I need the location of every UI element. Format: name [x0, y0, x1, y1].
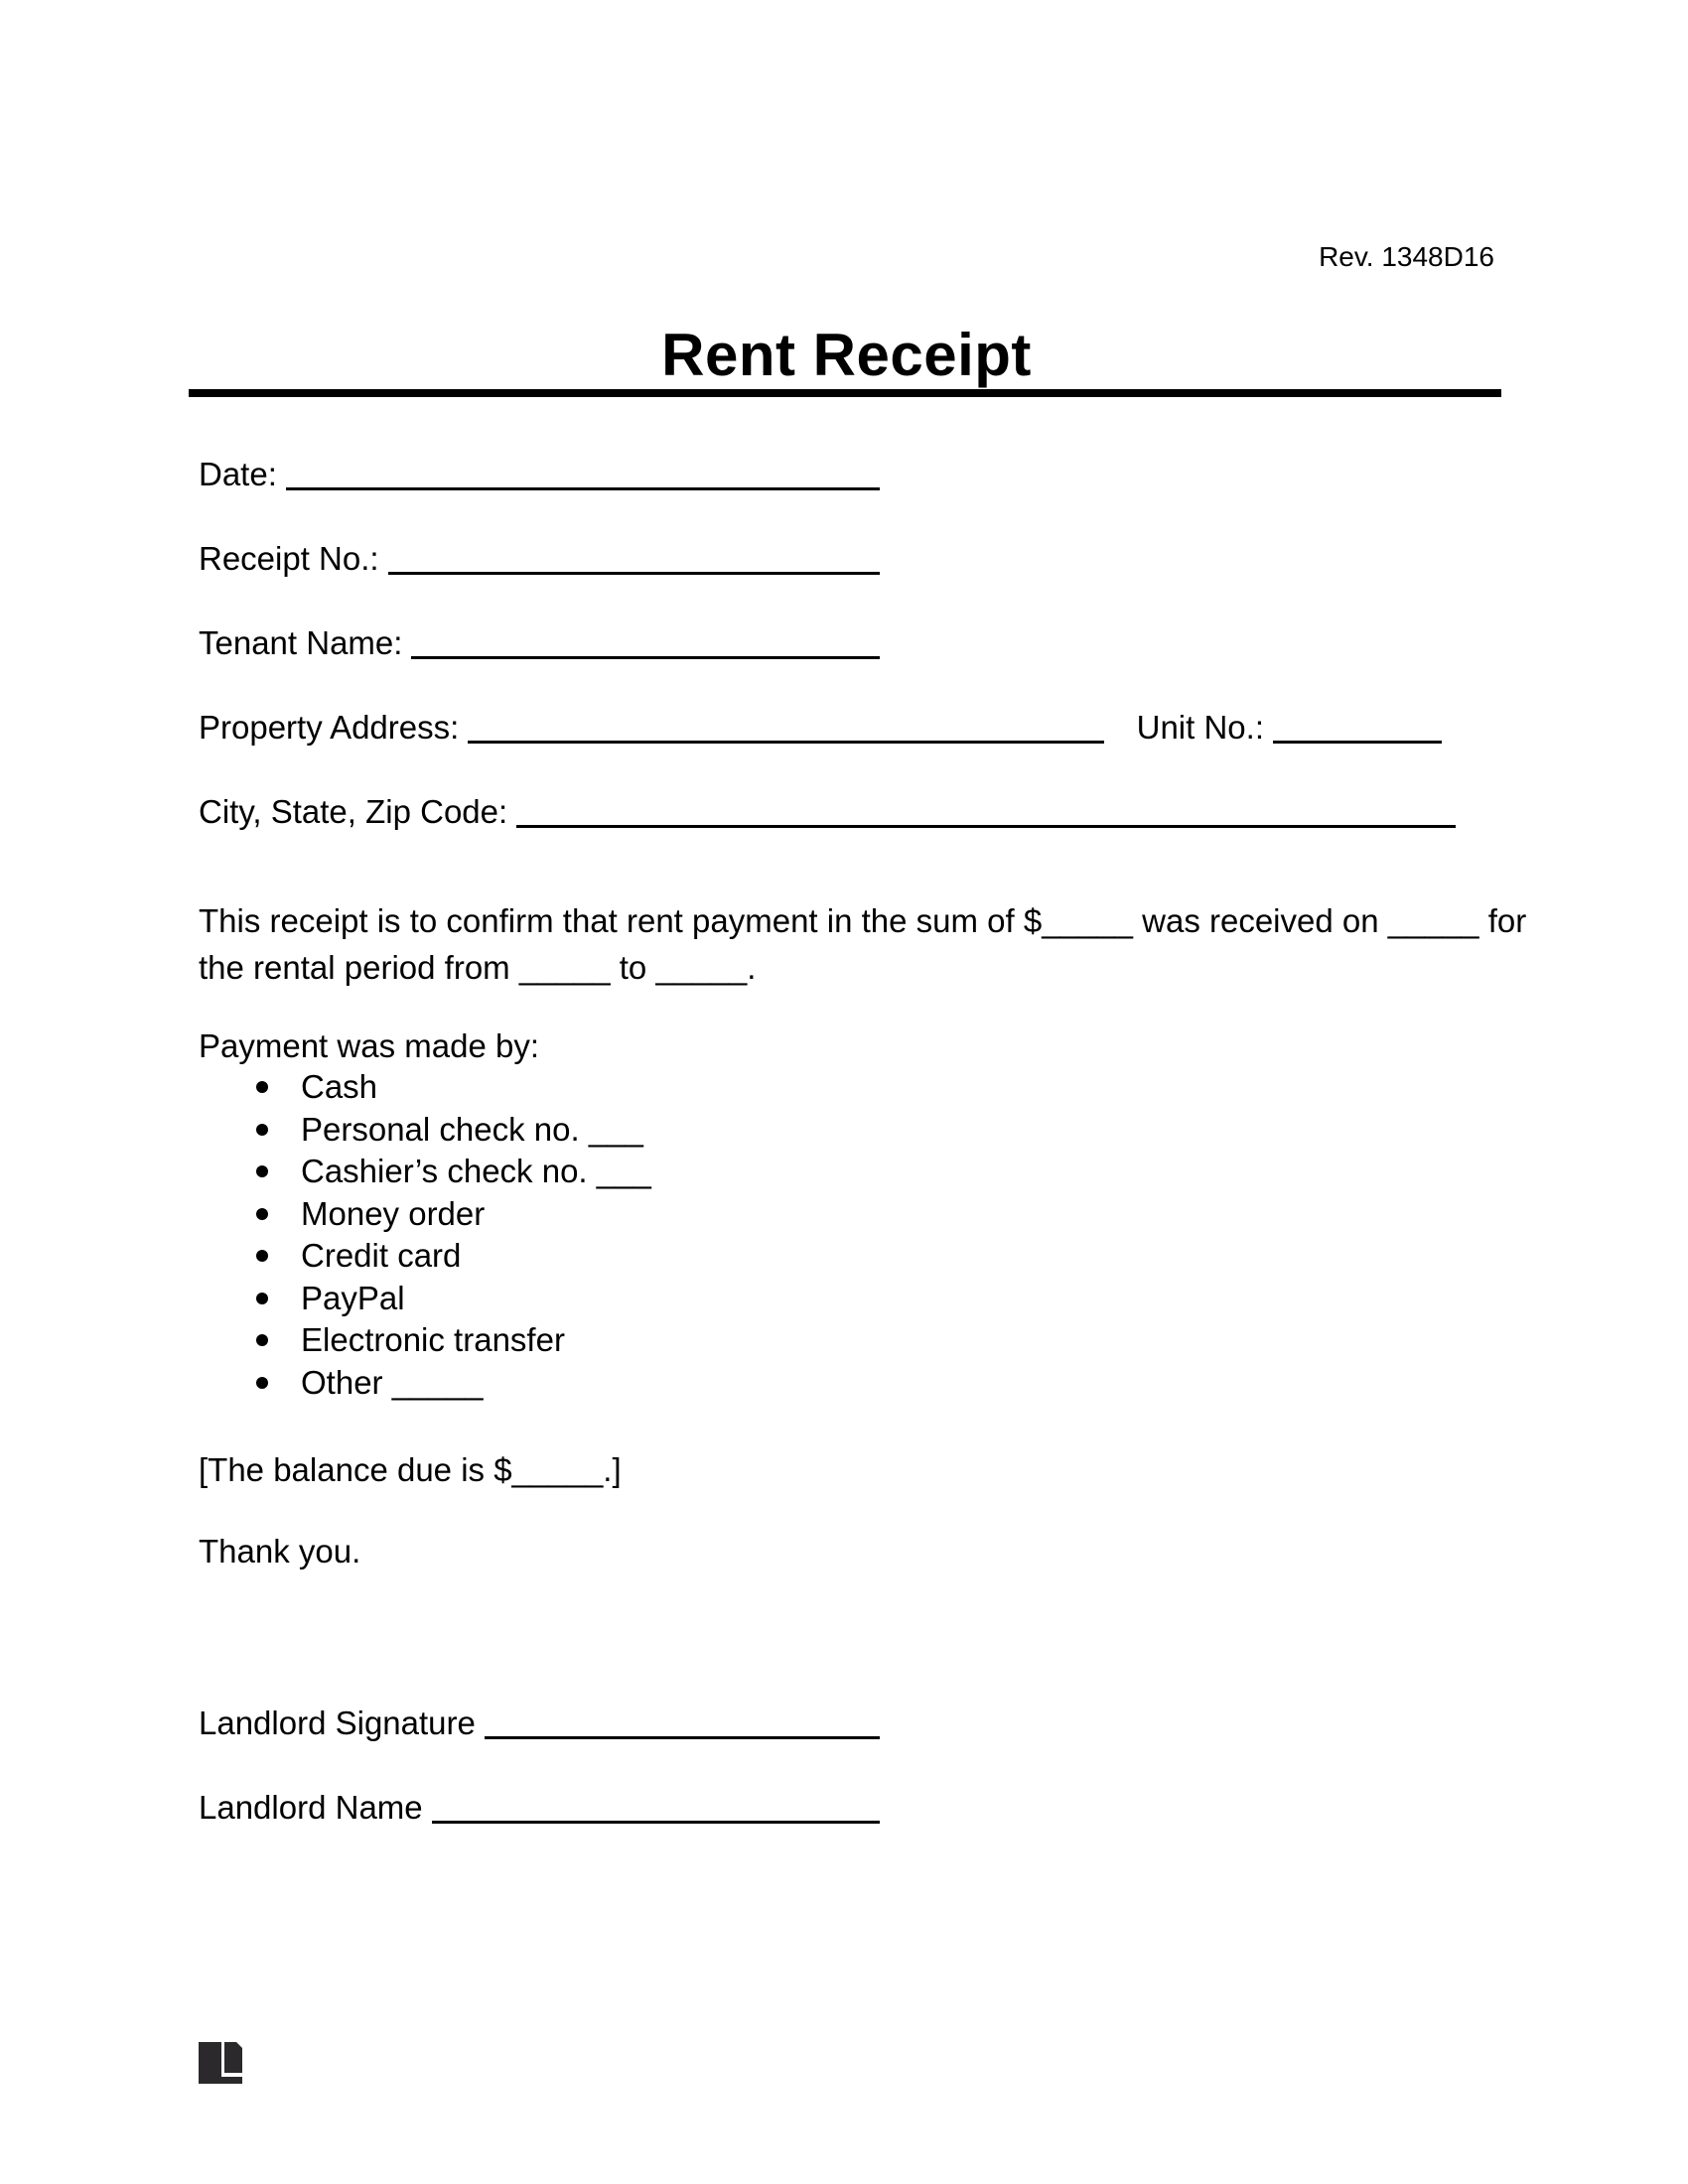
date-blank-line [286, 458, 880, 490]
payment-method-item [199, 1362, 1494, 1405]
date-field-row [199, 458, 880, 490]
confirmation-line-1: This receipt is to confirm that rent payment in the sum of $_____ was received on _____ for [199, 902, 1527, 939]
landlord-signature-blank-line [485, 1706, 880, 1739]
tenant-name-label: Tenant Name: [199, 624, 403, 661]
title-rule [189, 389, 1501, 397]
bullet-icon [256, 1208, 268, 1220]
payment-method-heading: Payment was made by: [199, 1027, 539, 1064]
payment-method-item [199, 1066, 1494, 1109]
receipt-no-blank-line [388, 542, 880, 575]
payment-method-label: Other _____ [301, 1363, 484, 1401]
bullet-icon [256, 1250, 268, 1262]
payment-method-item [199, 1193, 1494, 1236]
tenant-name-field-row [199, 626, 880, 659]
revision-label: Rev. 1348D16 [1319, 241, 1494, 272]
payment-method-label: Cash [301, 1068, 378, 1105]
landlord-name-blank-line [432, 1791, 880, 1824]
thank-you-note: Thank you. [199, 1533, 361, 1570]
balance-due-note: [The balance due is $_____.] [199, 1451, 622, 1488]
landlord-name-label: Landlord Name [199, 1789, 423, 1826]
unit-no-label: Unit No.: [1136, 709, 1264, 746]
landlord-signature-row [199, 1706, 880, 1739]
legal-templates-logo [199, 2042, 242, 2084]
confirmation-paragraph [199, 897, 1527, 991]
property-address-blank-line [468, 711, 1103, 744]
bullet-icon [256, 1334, 268, 1346]
payment-method-item [199, 1151, 1494, 1193]
receipt-no-field-row [199, 542, 880, 575]
payment-method-label: Personal check no. ___ [301, 1110, 643, 1148]
payment-method-label: Electronic transfer [301, 1321, 565, 1358]
landlord-name-row [199, 1791, 880, 1824]
payment-method-item [199, 1278, 1494, 1320]
logo-bottom-bar [199, 2077, 242, 2084]
receipt-no-label: Receipt No.: [199, 540, 379, 577]
city-state-zip-label: City, State, Zip Code: [199, 793, 508, 830]
payment-method-label: PayPal [301, 1279, 405, 1316]
city-state-zip-blank-line [516, 795, 1456, 828]
bullet-icon [256, 1124, 268, 1136]
bullet-icon [256, 1165, 268, 1177]
bullet-icon [256, 1293, 268, 1304]
property-address-label: Property Address: [199, 709, 460, 746]
payment-method-item [199, 1109, 1494, 1152]
logo-dog-ear [236, 2042, 242, 2048]
payment-method-label: Cashier’s check no. ___ [301, 1153, 651, 1189]
logo-document-shape [224, 2042, 242, 2073]
bullet-icon [256, 1081, 268, 1093]
payment-method-item [199, 1319, 1494, 1362]
bullet-icon [256, 1377, 268, 1389]
page-title: Rent Receipt [661, 322, 1032, 388]
landlord-signature-label: Landlord Signature [199, 1705, 476, 1741]
city-state-zip-field-row [199, 795, 1456, 828]
payment-method-label: Money order [301, 1194, 486, 1232]
confirmation-line-2: the rental period from _____ to _____. [199, 949, 757, 986]
date-label: Date: [199, 456, 277, 492]
tenant-name-blank-line [411, 626, 880, 659]
unit-no-blank-line [1273, 711, 1442, 744]
payment-method-list [199, 1066, 1494, 1404]
payment-method-item [199, 1235, 1494, 1278]
payment-method-label: Credit card [301, 1237, 462, 1274]
property-address-field-row [199, 711, 1442, 744]
page-content [0, 243, 1688, 1824]
